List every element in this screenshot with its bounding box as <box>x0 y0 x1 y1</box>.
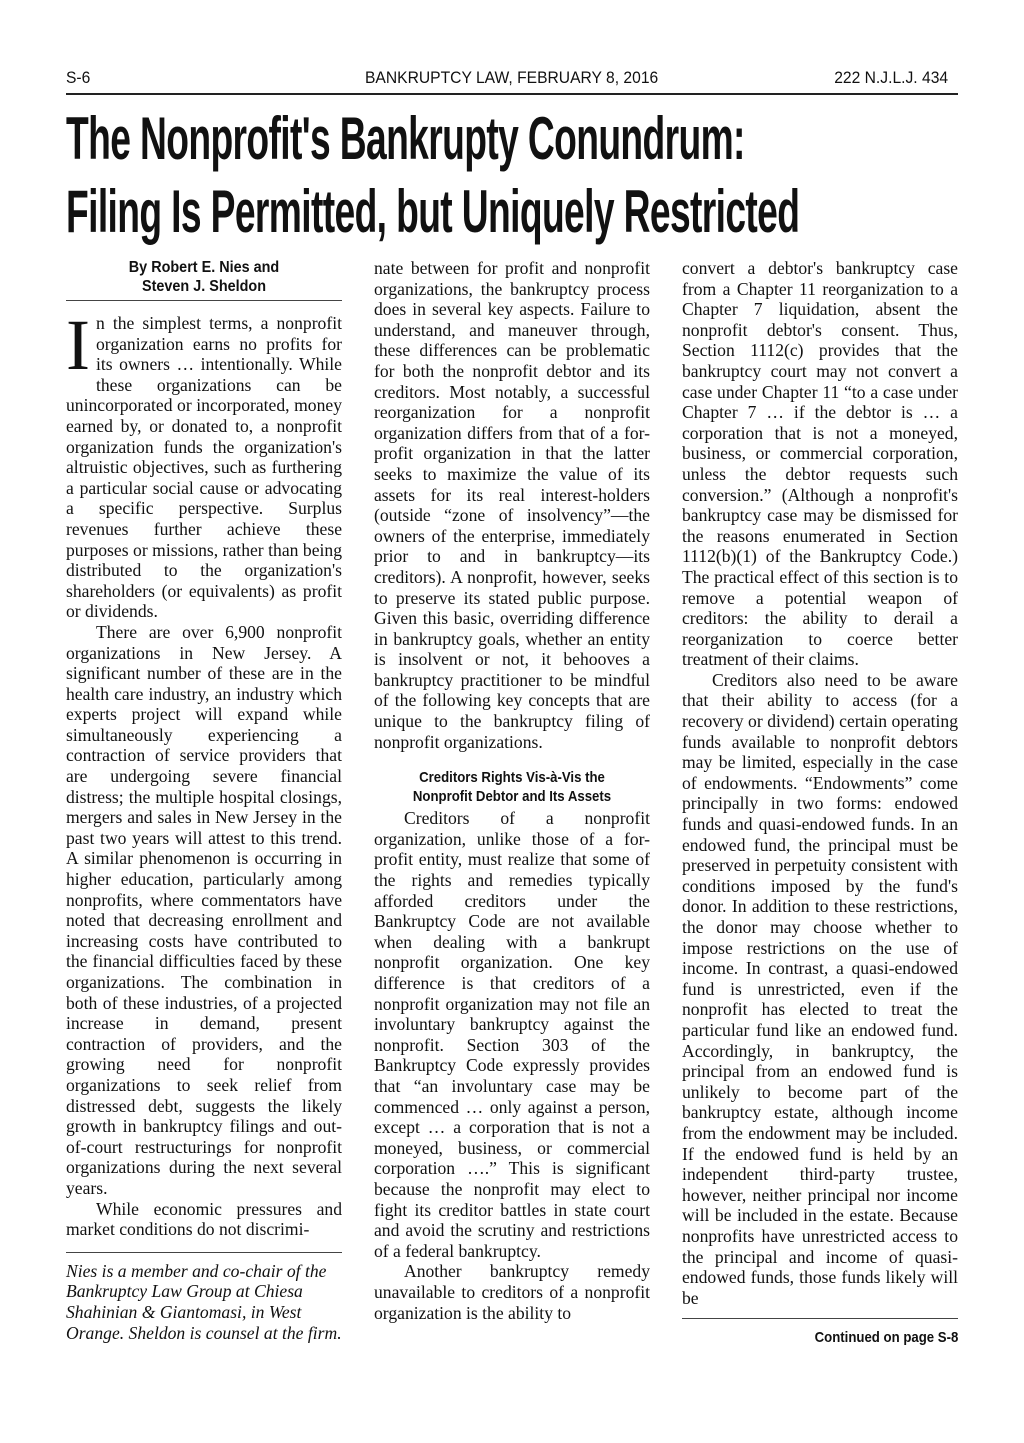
byline-line-2: Steven J. Sheldon <box>141 278 267 295</box>
headline-line-1: The Nonprofit's Bankrupty Conundrum: <box>66 105 745 172</box>
continued-rule <box>682 1318 958 1319</box>
citation: 222 N.J.L.J. 434 <box>834 68 949 87</box>
paragraph: There are over 6,900 nonprofit organizations in New Jersey. A significant number of these are in the health care industry, an industry which experts project will expand while simultaneously experiencing a contraction of service providers that are undergoing severe financial distress; the multiple hospital closings, mergers and sales in New Jersey in the past two years will attest to this trend. A similar phenomenon is occurring in higher education, particularly among nonprofits, where commentators have noted that decreasing enrollment and increasing costs have contributed to the financial difficulties faced by these organizations. The combination in both of these industries, of a projected increase in demand, present contraction of providers, and the growing need for nonprofit organizations to seek relief from distressed debt, suggests the likely growth in bankruptcy filings and out-of-court restructurings for nonprofit organizations during the next several years. <box>66 621 342 1198</box>
article-column-2 <box>374 258 650 1323</box>
article-headline <box>66 102 810 248</box>
newspaper-page <box>66 62 958 1347</box>
lead-paragraph <box>66 305 342 622</box>
continued-on-page-link[interactable] <box>682 1329 958 1346</box>
paragraph: Creditors of a nonprofit organization, unlike those of a for-profit entity, must realize that some of the rights and remedies typically afforded creditors under the Bankruptcy Code are not available when dealing with a bankrupt nonprofit organization. One key difference is that creditors of a nonprofit organization may not file an involuntary bankruptcy against the nonprofit. Section 303 of the Bankruptcy Code expressly provides that “an involuntary case may be commenced … only against a person, except … a corporation that is not a moneyed, business, or commercial corporation ….” This is significant because the nonprofit may elect to fight its creditor battles in state court and avoid the scrutiny and restrictions of a federal bankruptcy. <box>374 808 650 1261</box>
section-subhead <box>374 768 650 806</box>
running-head <box>66 62 958 88</box>
continued-label: Continued on page S-8 <box>814 1329 958 1347</box>
subhead-line-2: Nonprofit Debtor and Its Assets <box>412 788 612 806</box>
byline <box>66 258 342 296</box>
publication-line: BANKRUPTCY LAW, FEBRUARY 8, 2016 <box>365 68 659 87</box>
paragraph: Creditors also need to be aware that their ability to access (for a recovery or dividend) certain operating funds available to nonprofit debtors may be limited, especially in the case of endowments. “Endowments” come principally in two forms: endowed funds and quasi-endowed funds. In an endowed fund, the principal must be preserved in perpetuity consistent with conditions imposed by the fund's donor. In addition to these restrictions, the donor may choose whether to impose restrictions on the use of income. In contrast, a quasi-endowed fund is unrestricted, even if the nonprofit has elected to treat the particular fund like an endowed fund. Accordingly, in bankruptcy, the principal from an endowed fund is unlikely to become part of the bankruptcy estate, although income from the endowment may be included. If the endowed fund is held by an independent third-party trustee, however, neither principal nor income will be included in the estate. Because nonprofits have unrestricted access to the principal and income of quasi-endowed funds, those funds likely will be <box>682 669 958 1308</box>
paragraph: Another bankruptcy remedy unavailable to creditors of a nonprofit organization is the ability to <box>374 1261 650 1323</box>
lead-paragraph-text: n the simplest terms, a nonprofit organization earns no profits for its owners … intentionally. While these organizations can be unincorporated or incorporated, money earned by, or donated to, a nonprofit organization funds the organization's altruistic objectives, such as furthering a particular social cause or advocating a specific perspective. Surplus revenues further achieve these purposes or missions, rather than being distributed to the organization's shareholders (or equivalents) as profit or dividends. <box>66 313 342 622</box>
byline-line-1: By Robert E. Nies and <box>128 259 280 276</box>
headline-line-2: Filing Is Permitted, but Uniquely Restricted <box>66 178 800 245</box>
byline-rule <box>66 300 342 301</box>
bio-rule <box>66 1252 342 1253</box>
paragraph: While economic pressures and market conditions do not discrimi- <box>66 1198 342 1240</box>
author-bio: Nies is a member and co-chair of the Bankruptcy Law Group at Chiesa Shahinian & Giantomasi, in West Orange. Sheldon is counsel at the firm. <box>66 1260 342 1343</box>
header-rule <box>66 93 958 95</box>
subhead-line-1: Creditors Rights Vis-à-Vis the <box>419 769 605 787</box>
paragraph: nate between for profit and nonprofit organizations, the bankruptcy process does in several key aspects. Failure to understand, and maneuver through, these differences can be problematic for both the nonprofit debtor and its creditors. Most notably, a successful reorganization for a nonprofit organization differs from that of a for-profit organization in that the latter seeks to maximize the value of its assets for its real interest-holders (outside “zone of insolvency”—the owners of the enterprise, immediately prior to and in bankruptcy—its creditors). A nonprofit, however, seeks to preserve its stated public purpose. Given this basic, overriding difference in bankruptcy goals, whether an entity is insolvent or not, it behooves a bankruptcy practitioner to be mindful of the following key concepts that are unique to the bankruptcy filing of nonprofit organizations. <box>374 258 650 752</box>
page-number: S-6 <box>66 68 91 87</box>
article-column-3 <box>682 258 958 1346</box>
article-column-1 <box>66 258 342 1343</box>
paragraph: convert a debtor's bankruptcy case from a Chapter 11 reorganization to a Chapter 7 liquidation, absent the nonprofit debtor's consent. Thus, Section 1112(c) provides that the bankruptcy court may not convert a case under Chapter 11 “to a case under Chapter 7 … if the debtor is … a corporation that is not a moneyed, business, or commercial corporation, unless the debtor requests such conversion.” (Although a nonprofit's bankruptcy case may be dismissed for the reasons enumerated in Section 1112(b)(1) of the Bankruptcy Code.) The practical effect of this section is to remove a potential weapon of creditors: the ability to derail a reorganization to coerce better treatment of their claims. <box>682 258 958 670</box>
drop-cap: I <box>66 305 90 385</box>
